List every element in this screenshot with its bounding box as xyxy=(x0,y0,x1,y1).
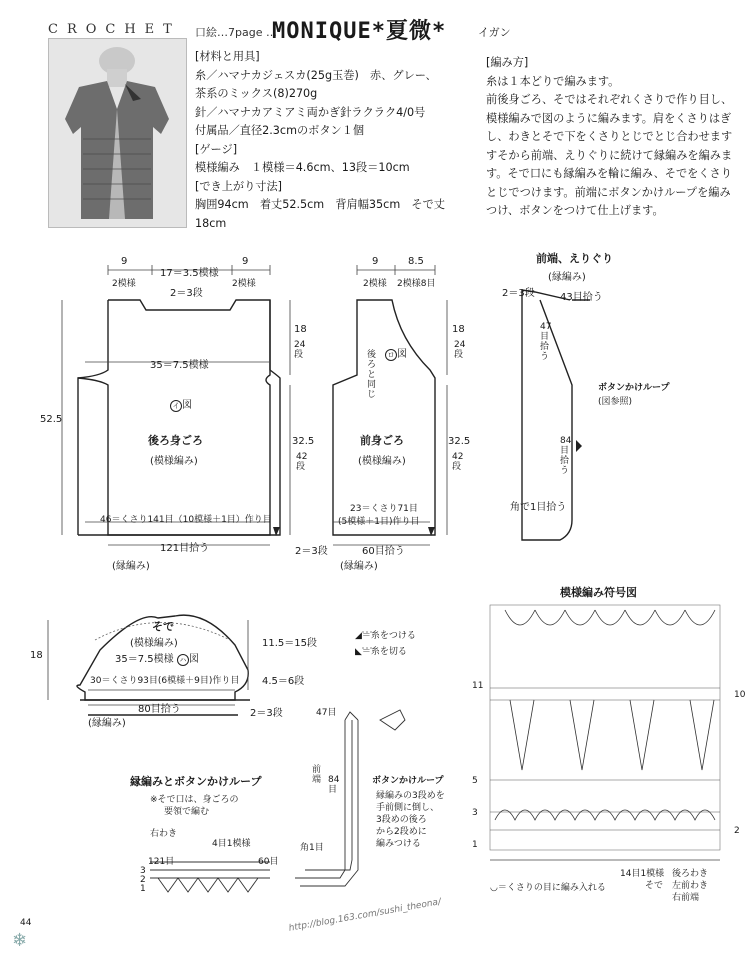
back-body-rows: 42段 xyxy=(296,452,308,472)
page-reference: 口絵…7page … xyxy=(195,26,277,39)
back-armhole-height: 18 xyxy=(294,324,307,335)
back-body-outline xyxy=(78,300,270,535)
gauge-text: 模様編み １模様＝4.6cm、13段＝10cm xyxy=(195,161,410,174)
size-text: 胸囲94cm 着丈52.5cm 背肩幅35cm そで丈 xyxy=(195,198,445,211)
front-edge-neck-pickup: 43目拾う xyxy=(560,292,603,303)
sleeve-edging: (縁編み) xyxy=(88,718,126,729)
front-body-pattern: (模様編み) xyxy=(358,456,406,467)
figure-marker: ロ xyxy=(385,349,397,361)
back-figure-ref xyxy=(170,396,192,412)
chart-row-label-3: 3 xyxy=(472,808,478,818)
figure-label: 図 xyxy=(397,349,407,360)
front-top-right-width: 8.5 xyxy=(408,256,424,267)
border-right-count: 60目 xyxy=(258,857,279,867)
border-title: 縁編みとボタンかけループ xyxy=(130,775,262,788)
front-edging: (縁編み) xyxy=(340,561,378,572)
pattern-subtitle: イガン xyxy=(478,26,511,39)
snowflake-icon: ❄ xyxy=(12,930,28,951)
sleeve-top-rows: 11.5＝15段 xyxy=(262,638,317,649)
back-top-left-width: 9 xyxy=(121,256,128,267)
back-neck-width: 17＝3.5模様 xyxy=(160,268,219,279)
front-edge-rows: 2＝3段 xyxy=(502,288,535,299)
legend-attach xyxy=(355,628,416,641)
instruction-line: 糸は１本どりで編みます。 xyxy=(486,74,620,88)
sleeve-width xyxy=(115,650,199,666)
chart-repeat: 14目1模様 xyxy=(620,869,665,879)
stitch-chart-motifs xyxy=(495,610,715,820)
legend-cut-text: ＝糸を切る xyxy=(361,647,407,657)
front-top-right-motifs: 2模様8目 xyxy=(397,279,436,289)
front-edge-side-pickup: 47目拾う xyxy=(540,322,552,362)
pattern-title: MONIQUE*夏微* xyxy=(272,19,447,44)
figure-marker: イ xyxy=(170,400,182,412)
cut-yarn-icon: ◣ xyxy=(355,647,362,657)
chart-row-label-1: 1 xyxy=(472,840,478,850)
instruction-line: 模様編みで図のように編みます。肩をくさりはぎ xyxy=(486,111,732,125)
front-body-outline xyxy=(333,300,435,535)
figure-label: 図 xyxy=(188,654,199,665)
attach-yarn-icon: ◢ xyxy=(355,631,362,641)
sleeve-height: 18 xyxy=(30,650,43,661)
sleeve-edge-rows: 2＝3段 xyxy=(250,708,283,719)
border-front-label: 前端 xyxy=(312,765,322,785)
page-number: 44 xyxy=(20,918,32,928)
front-chain-start-2: (5模様＋1目)作り目 xyxy=(338,517,420,527)
front-chain-start: 23＝くさり71目 xyxy=(350,504,418,514)
back-top-right-motifs: 2模様 xyxy=(232,279,256,289)
border-loop-line-5: 編みつける xyxy=(376,839,421,849)
back-body-name: 後ろ身ごろ xyxy=(148,434,203,447)
border-side: 右わき xyxy=(150,829,178,839)
button-loop-label: ボタンかけループ xyxy=(598,383,670,393)
border-loop-line-3: 3段めの後ろ xyxy=(376,815,427,825)
front-figure-ref xyxy=(385,345,407,361)
chart-row-label-2: 2 xyxy=(734,826,740,836)
instruction-line: す。そで口にも縁編みを輪に編み、そでをくさり xyxy=(486,167,732,180)
border-loop-line-4: から2段めに xyxy=(376,827,427,837)
front-armhole-rows: 24段 xyxy=(454,340,466,360)
size-heading: [でき上がり寸法] xyxy=(195,179,283,193)
chain-note-text: ＝くさりの目に編み入れる xyxy=(497,883,606,893)
back-chain-start: 46＝くさり141目（10模様＋1目）作り目 xyxy=(100,515,272,525)
border-row-1: 1 xyxy=(140,884,146,894)
instruction-line: とじでつけます。前端にボタンかけループを編み xyxy=(486,185,731,199)
brand-label: CROCHET xyxy=(48,22,181,37)
figure-marker: ハ xyxy=(177,654,189,666)
instruction-line: すそから前端、えりぐりに続けて縁編みを編みま xyxy=(486,148,733,162)
sleeve-pattern: (模様編み) xyxy=(130,638,178,649)
border-note-2: 要領で編む xyxy=(164,807,210,817)
back-neck-rows: 2＝3段 xyxy=(170,288,203,299)
stitch-chart xyxy=(490,605,720,850)
chart-right-front: 右前端 xyxy=(672,893,700,903)
button-loop-ref: (図参照) xyxy=(598,397,633,407)
border-row-2: 2 xyxy=(140,875,146,885)
back-body-height: 32.5 xyxy=(292,436,315,447)
front-edge-front-pickup: 84目拾う xyxy=(560,436,572,476)
chart-row-label-5: 5 xyxy=(472,776,478,786)
gauge-heading: [ゲージ] xyxy=(195,142,238,156)
materials-heading: [材料と用具] xyxy=(195,50,260,63)
border-repeat: 4目1模様 xyxy=(212,839,251,849)
back-top-left-motifs: 2模様 xyxy=(112,279,136,289)
border-corner: 角1目 xyxy=(300,843,324,853)
front-edge-corner: 角で1目拾う xyxy=(510,502,567,513)
chain-stitch-icon: ◡ xyxy=(490,883,498,893)
pattern-chart-title: 模様編み符号図 xyxy=(560,586,637,599)
sleeve-pickup: 80目拾う xyxy=(138,704,181,715)
back-edging: (縁編み) xyxy=(112,561,150,572)
legend-cut xyxy=(355,644,407,657)
border-loop-title: ボタンかけループ xyxy=(372,776,444,786)
front-body-name: 前身ごろ xyxy=(360,434,404,447)
front-top-left-motifs: 2模様 xyxy=(363,279,387,289)
border-loop-line-2: 手前側に倒し、 xyxy=(376,803,440,813)
legend-attach-text: ＝糸をつける xyxy=(361,631,416,641)
yarn-text: 糸／ハマナカジェスカ(25g玉巻) 赤、グレー、 xyxy=(195,68,437,82)
back-top-right-width: 9 xyxy=(242,256,249,267)
chart-row-label-10: 10 xyxy=(734,690,746,700)
instruction-line: し、わきとそで下をくさりとじでとじ合わせます xyxy=(486,130,733,143)
sleeve-chain-start: 30＝くさり93目(6模様＋9目)作り目 xyxy=(90,676,240,686)
front-pickup: 60目拾う xyxy=(362,546,405,557)
border-note-1: ※そで口は、身ごろの xyxy=(150,795,239,805)
back-pickup: 121目拾う xyxy=(160,543,210,554)
front-edge-title: 前端、えりぐり xyxy=(536,252,613,265)
instruction-line: つけ、ボタンをつけて仕上げます。 xyxy=(486,204,664,217)
back-armhole-rows: 24段 xyxy=(294,340,306,360)
back-total-height: 52.5 xyxy=(40,414,63,425)
back-body-pattern: (模様編み) xyxy=(150,456,198,467)
front-edge-edging: (縁編み) xyxy=(548,272,586,283)
front-same-as-back: 後ろと同じ xyxy=(367,350,377,400)
accessories-text: 付属品／直径2.3cmのボタン１個 xyxy=(195,124,365,137)
border-top-count: 47目 xyxy=(316,708,337,718)
figure-label: 図 xyxy=(182,400,192,411)
front-top-left-width: 9 xyxy=(372,256,379,267)
needle-text: 針／ハマナカアミアミ両かぎ針ラクラク4/0号 xyxy=(195,105,426,119)
chart-back-side: 後ろわき xyxy=(672,869,709,879)
sleeve-bottom-rows: 4.5＝6段 xyxy=(262,676,305,687)
border-loop-line-1: 縁編みの3段めを xyxy=(376,791,445,801)
instruction-line: 前後身ごろ、そではそれぞれくさりで作り目し、 xyxy=(486,93,733,106)
front-edge-rows: 2＝3段 xyxy=(295,546,328,557)
border-front-count: 84目 xyxy=(328,775,340,795)
front-body-rows: 42段 xyxy=(452,452,464,472)
size-text-2: 18cm xyxy=(195,216,227,230)
sleeve-width-text: 35＝7.5模様 xyxy=(115,654,174,665)
border-row-3: 3 xyxy=(140,866,146,876)
chart-chain-note xyxy=(490,880,606,893)
chart-left-front: 左前わき xyxy=(672,881,709,891)
yarn-text-2: 茶系のミックス(8)270g xyxy=(195,87,318,100)
chart-row-label-11: 11 xyxy=(472,681,484,691)
instructions-heading: [編み方] xyxy=(486,56,529,69)
sleeve-name: そで xyxy=(152,620,174,633)
border-left-count: 121目 xyxy=(148,857,175,867)
chart-sleeve: そで xyxy=(645,881,664,891)
front-body-height: 32.5 xyxy=(448,436,471,447)
front-armhole-height: 18 xyxy=(452,324,465,335)
watermark: http://blog.163.com/sushi_theona/ xyxy=(288,897,442,934)
back-bust: 35＝7.5模様 xyxy=(150,360,209,371)
